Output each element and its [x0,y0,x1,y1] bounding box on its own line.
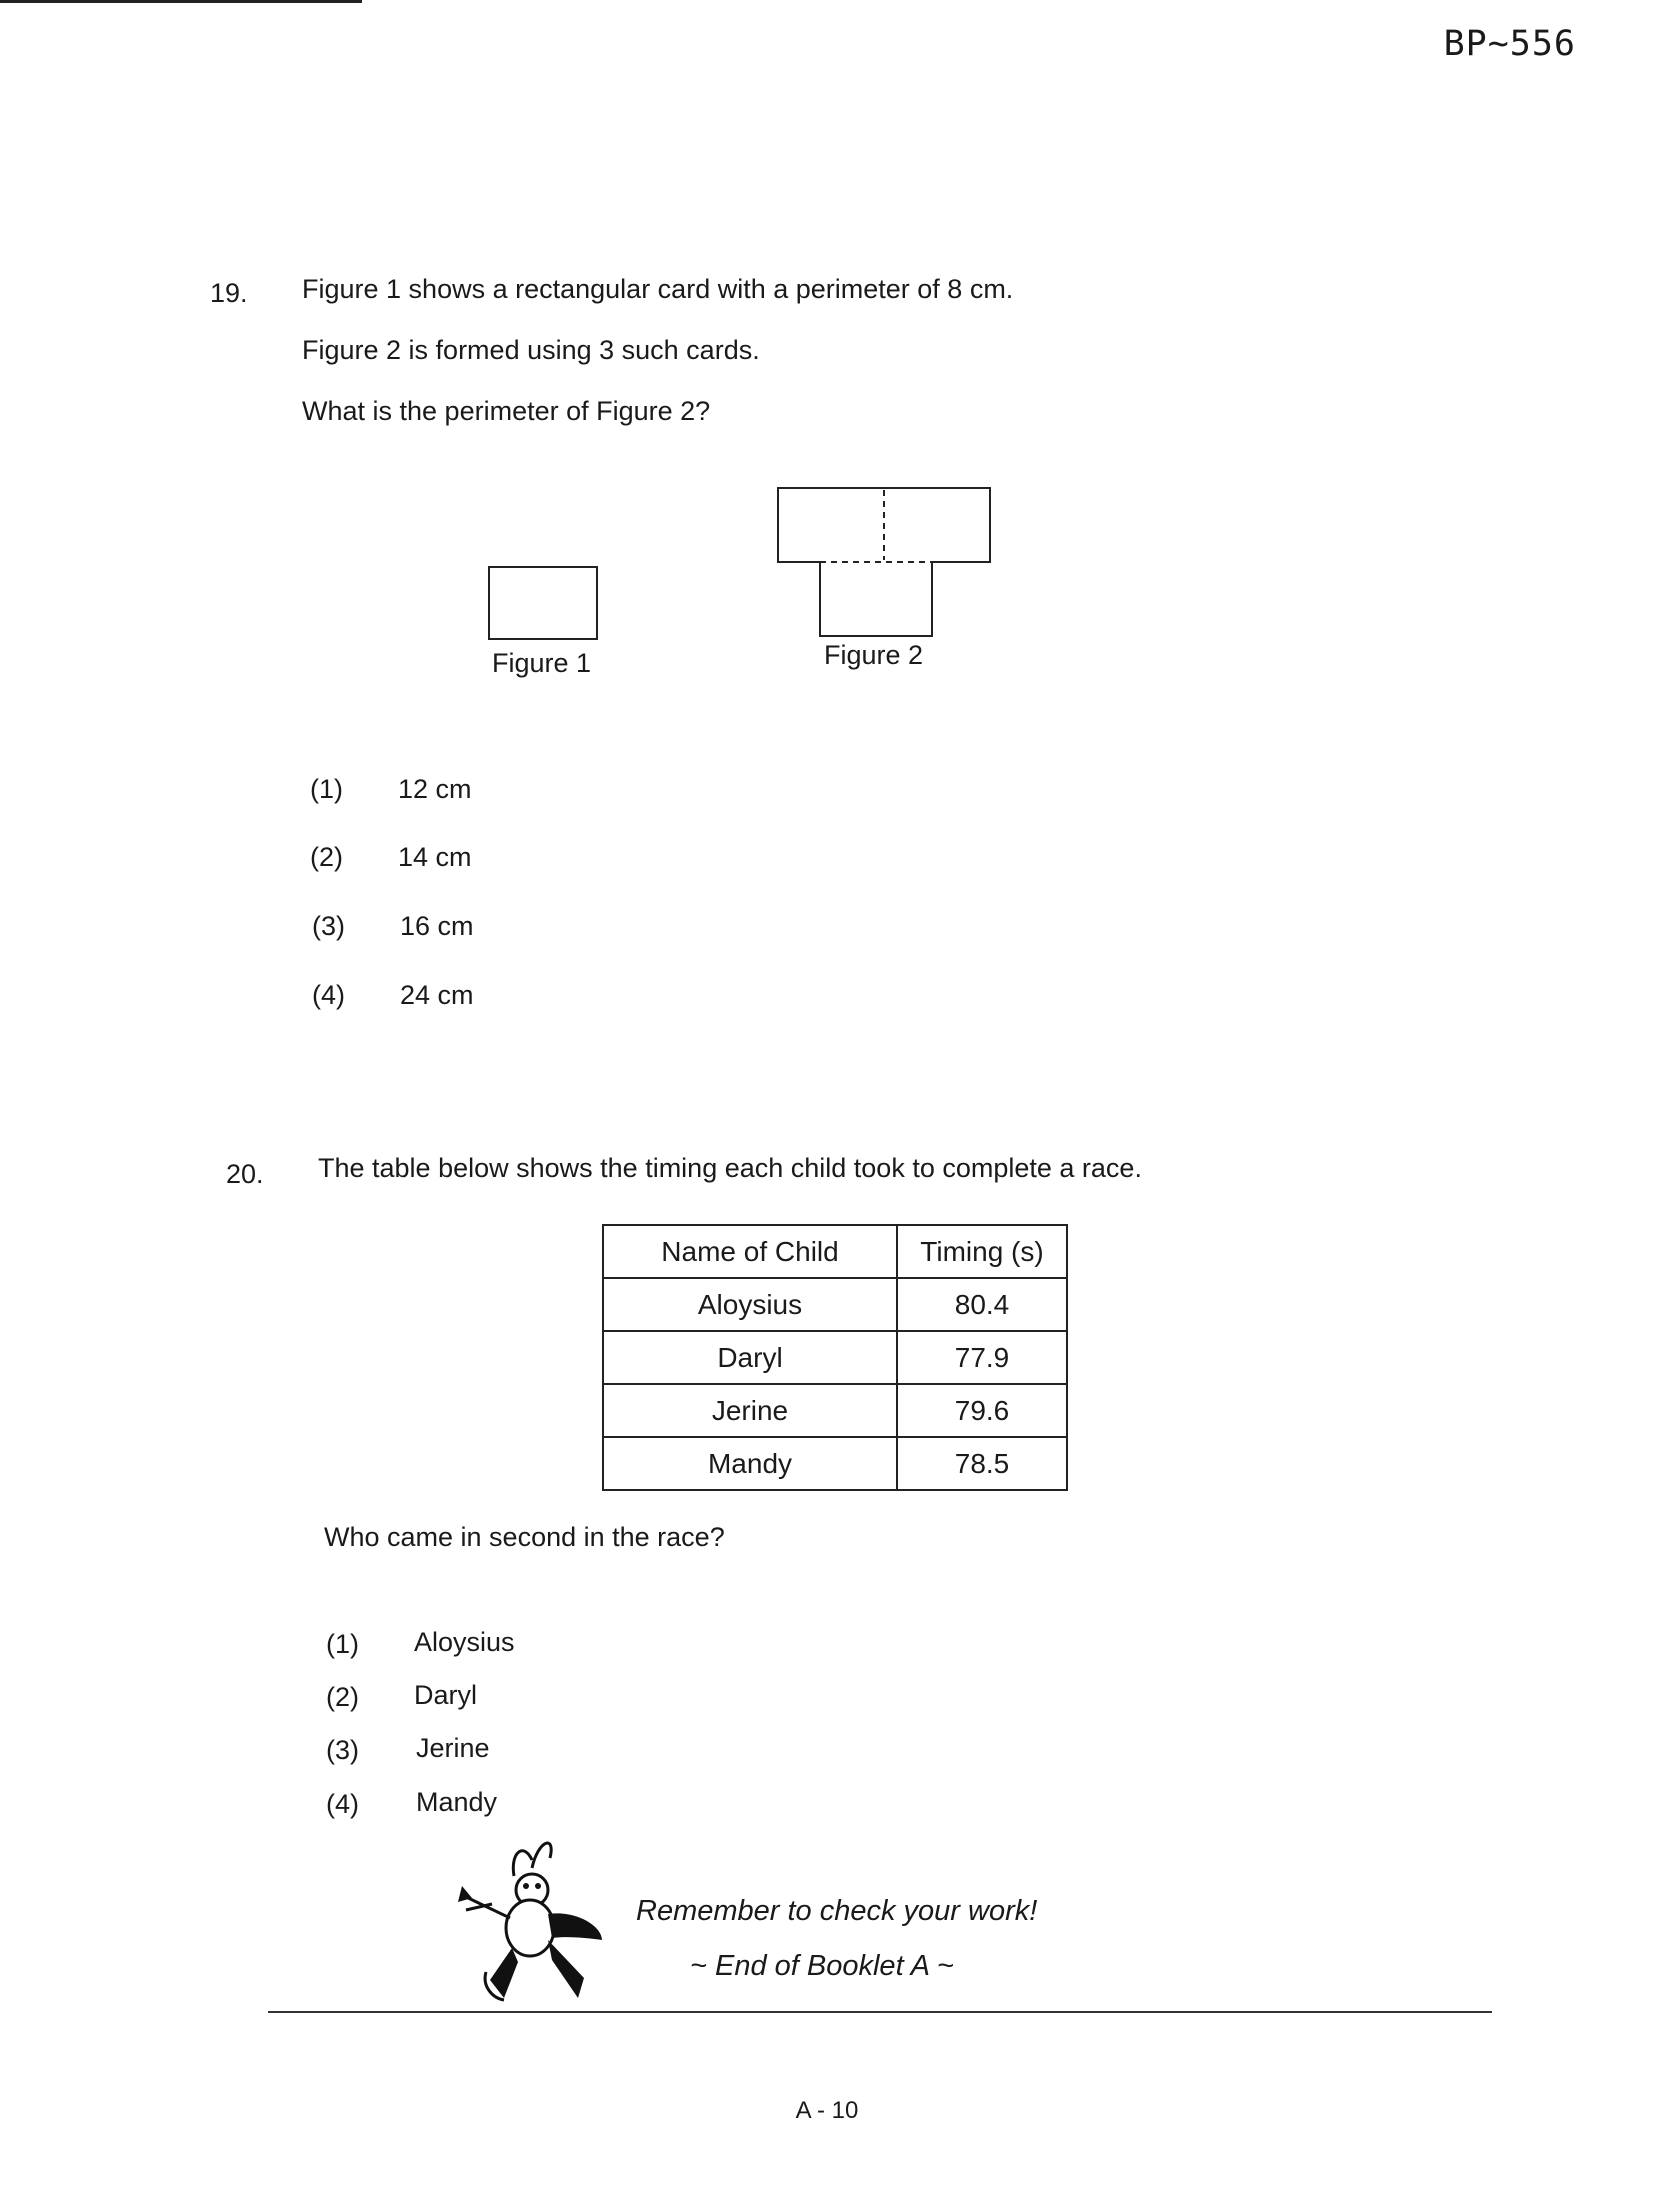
question-19-line-2: Figure 2 is formed using 3 such cards. [302,335,760,365]
table-row [603,1384,1067,1437]
child-name-cell: Aloysius [603,1278,897,1331]
q19-option-4-text: 24 cm [400,980,474,1010]
timing-cell: 79.6 [897,1384,1067,1437]
table-row [603,1331,1067,1384]
child-name-cell: Mandy [603,1437,897,1490]
q19-option-3-number: (3) [312,911,345,941]
column-header-name: Name of Child [603,1225,897,1278]
top-edge-rule [0,0,362,3]
q20-option-3-number: (3) [326,1735,359,1765]
question-20-prompt: Who came in second in the race? [324,1522,725,1552]
child-name-cell: Jerine [603,1384,897,1437]
q19-option-2-text: 14 cm [398,842,472,872]
figure-2-label: Figure 2 [824,640,924,670]
figure-1-label: Figure 1 [492,648,592,678]
question-20-intro: The table below shows the timing each child took to complete a race. [318,1153,1142,1183]
column-header-timing: Timing (s) [897,1225,1067,1278]
paper-code: BP~556 [1443,24,1576,64]
q19-option-4-number: (4) [312,980,345,1010]
figure-1-card [488,566,598,640]
table-header-row [603,1225,1067,1278]
question-19-line-1: Figure 1 shows a rectangular card with a perimeter of 8 cm. [302,274,1014,304]
question-20-number: 20. [226,1159,264,1189]
timing-cell: 77.9 [897,1331,1067,1384]
q20-option-4-text: Mandy [416,1787,498,1817]
figure-2-diagram [776,486,996,640]
q20-option-2-text: Daryl [414,1680,478,1710]
ant-mascot-icon [452,1830,610,2006]
bottom-divider [268,2011,1492,2013]
q19-option-1-number: (1) [310,774,343,804]
q19-option-1-text: 12 cm [398,774,472,804]
q20-option-4-number: (4) [326,1789,359,1819]
end-of-booklet-text: ~ End of Booklet A ~ [690,1950,954,1982]
q19-option-3-text: 16 cm [400,911,474,941]
child-name-cell: Daryl [603,1331,897,1384]
race-timing-table [602,1224,1068,1491]
page-number: A - 10 [795,2097,859,2124]
q20-option-2-number: (2) [326,1682,359,1712]
question-19-number: 19. [210,278,248,308]
q19-option-2-number: (2) [310,842,343,872]
q20-option-3-text: Jerine [416,1733,490,1763]
question-19-line-3: What is the perimeter of Figure 2? [302,396,711,426]
table-row [603,1278,1067,1331]
timing-cell: 78.5 [897,1437,1067,1490]
table-row [603,1437,1067,1490]
q20-option-1-text: Aloysius [414,1627,515,1657]
reminder-text: Remember to check your work! [636,1895,1038,1927]
q20-option-1-number: (1) [326,1629,359,1659]
timing-cell: 80.4 [897,1278,1067,1331]
